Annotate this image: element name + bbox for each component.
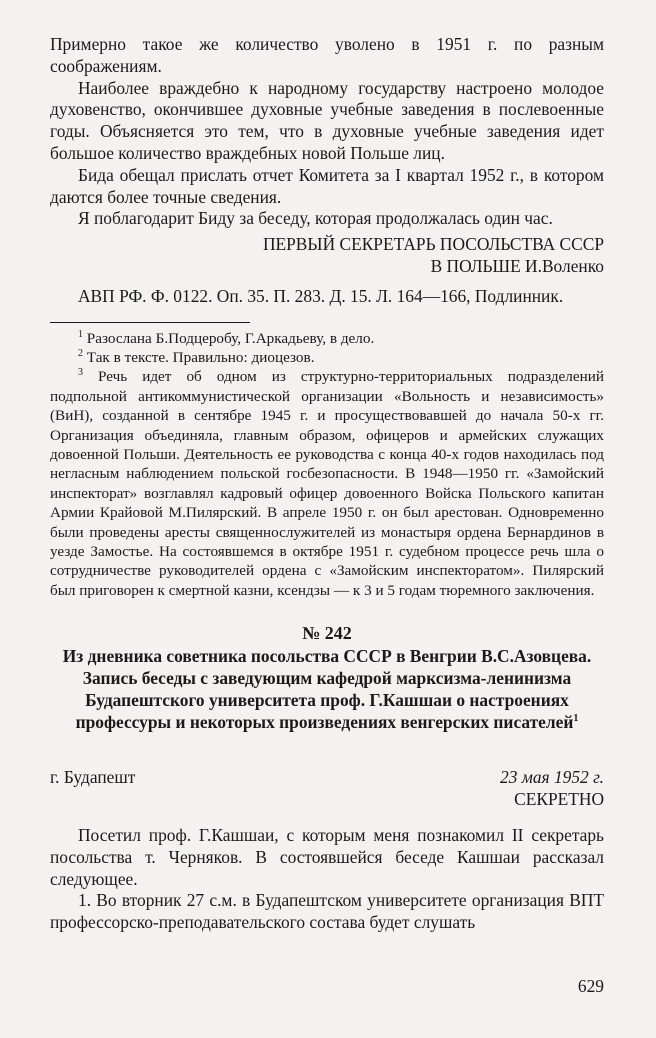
body-paragraph: 1. Во вторник 27 с.м. в Будапештском университете организация ВПТ профессорско-преподавательского состава будет слушать [50,890,604,933]
footnote-marker: 1 [573,712,579,724]
document-title-text: Из дневника советника посольства СССР в Венгрии В.С.Азовцева. Запись беседы с заведующим кафедрой марксизма-ленинизма Будапештского университета проф. Г.Кашшаи о настроениях профессуры и некоторых произведениях венгерских писателей [62,646,592,732]
signature-name: В ПОЛЬШЕ И.Воленко [430,255,604,276]
source-citation: АВП РФ. Ф. 0122. Оп. 35. П. 283. Д. 15. Л. 164—166, Подлинник. [78,285,564,306]
footnote-divider [50,322,250,323]
footnote-text: Так в тексте. Правильно: диоцезов. [86,348,315,366]
place-date-line [50,767,604,789]
document-title [50,646,604,733]
footnote-text: Разослана Б.Подцеробу, Г.Аркадьеву, в дело. [86,329,375,347]
body-paragraph: Посетил проф. Г.Кашшаи, с которым меня познакомил II секретарь посольства т. Черняков. В состоявшейся беседе Кашшаи рассказал следующее. [50,825,604,889]
document-place: г. Будапешт [50,767,136,788]
document-date: 23 мая 1952 г. [500,767,604,788]
footnote-marker: 1 [78,328,83,340]
signature-title: ПЕРВЫЙ СЕКРЕТАРЬ ПОСОЛЬСТВА СССР [262,234,604,255]
footnote-marker: 3 [78,367,83,379]
footnote [50,348,604,367]
document-number: № 242 [302,623,352,644]
footnote-text: Речь идет об одном из структурно-территориальных подразделений подпольной антикоммунистической организации «Вольность и независимость» (ВиН), созданной в сентябре 1945 г. и просуществовавшей до начала 50-х гг. Организация объединяла, главным образом, офицеров и армейских служащих довоенной Польши. Деятельность ее руководства с конца 40-х годов находилась под негласным наблюдением польской госбезопасности. В 1948—1950 гг. «Замойский инспекторат» возглавлял кадровый офицер довоенного Войска Польского капитан Армии Крайовой М.Пилярский. В апреле 1950 г. он был арестован. Одновременно были проведены аресты священнослужителей из монастыря ордена Бернардинов в уезде Замостье. На состоявшемся в октябре 1951 г. судебном процессе речь шла о сотрудничестве руководителей ордена с «Замойским инспекторатом». Пилярский был приговорен к смертной казни, ксендзы — к 3 и 5 годам тюремного заключения. [50,368,605,599]
footnote-marker: 2 [78,347,83,359]
classification-stamp: СЕКРЕТНО [514,789,604,810]
body-paragraph: Примерно такое же количество уволено в 1951 г. по разным соображениям. [50,34,604,76]
body-paragraph: Наиболее враждебно к народному государству настроено молодое духовенство, окончившее духовные учебные заведения в послевоенные годы. Объясняется это тем, что в духовные учебные заведения идет большое количество враждебных новой Польше лиц. [50,77,604,163]
body-paragraph: Бида обещал прислать отчет Комитета за I квартал 1952 г., в котором даются более точные сведения. [50,164,604,207]
footnote [50,367,604,600]
footnote [50,329,604,348]
page-number: 629 [577,976,604,996]
body-paragraph: Я поблагодарит Биду за беседу, которая продолжалась один час. [78,208,553,229]
